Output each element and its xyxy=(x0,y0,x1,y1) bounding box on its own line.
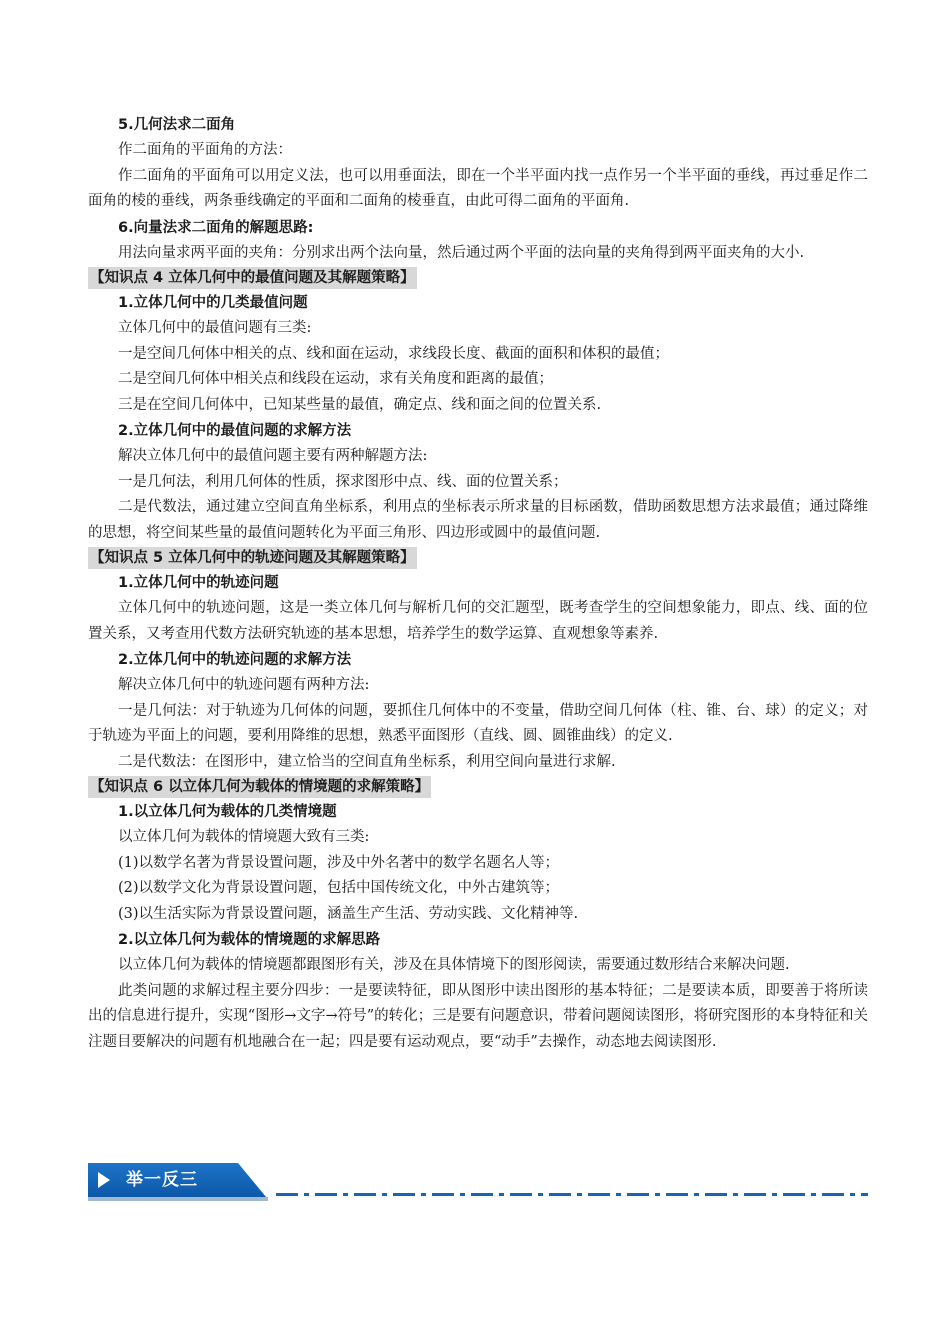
section-title-knowledge-5: 【知识点 5 立体几何中的轨迹问题及其解题策略】 xyxy=(88,547,417,569)
subheading: 2.以立体几何为载体的情境题的求解思路 xyxy=(118,932,381,948)
section-title-knowledge-6: 【知识点 6 以立体几何为载体的情境题的求解策略】 xyxy=(88,776,431,798)
banner-shadow xyxy=(88,1197,268,1201)
subheading: 2.立体几何中的轨迹问题的求解方法 xyxy=(118,652,352,668)
banner-title: 举一反三 xyxy=(126,1170,198,1190)
play-arrow-icon xyxy=(98,1172,110,1188)
subheading: 1.立体几何中的轨迹问题 xyxy=(118,575,279,591)
paragraph: 二是代数法：在图形中，建立恰当的空间直角坐标系，利用空间向量进行求解. xyxy=(118,753,616,770)
paragraph: 立体几何中的最值问题有三类: xyxy=(118,320,312,336)
subheading: 2.立体几何中的最值问题的求解方法 xyxy=(118,423,352,439)
practice-banner xyxy=(88,1163,868,1201)
heading-geometric-dihedral: 5.几何法求二面角 xyxy=(118,117,236,133)
paragraph: (3)以生活实际为背景设置问题，涵盖生产生活、劳动实践、文化精神等. xyxy=(118,905,579,922)
paragraph: 作二面角的平面角可以用定义法，也可以用垂面法，即在一个半平面内找一点作另一个半平面的垂线，再过垂足作二面角的棱的垂线，两条垂线确定的平面和二面角的棱垂直，由此可得二面角的平面角. xyxy=(88,167,868,209)
paragraph: (1)以数学名著为背景设置问题，涉及中外名著中的数学名题名人等； xyxy=(118,854,560,871)
paragraph: 以立体几何为载体的情境题大致有三类: xyxy=(118,829,370,845)
paragraph: 解决立体几何中的轨迹问题有两种方法: xyxy=(118,677,370,693)
subheading: 1.立体几何中的几类最值问题 xyxy=(118,295,308,311)
paragraph: 此类问题的求解过程主要分四步：一是要读特征，即从图形中读出图形的基本特征；二是要读本质，即要善于将所读出的信息进行提升，实现“图形→文字→符号”的转化；三是要有问题意识，带着问题阅读图形，将研究图形的本身特征和关注题目要解决的问题有机地融合在一起；四是要有运动观点，要“动手”去操作，动态地去阅读图形. xyxy=(88,982,868,1050)
paragraph: 三是在空间几何体中，已知某些量的最值，确定点、线和面之间的位置关系. xyxy=(118,396,602,413)
paragraph: (2)以数学文化为背景设置问题，包括中国传统文化，中外古建筑等； xyxy=(118,880,560,896)
paragraph: 立体几何中的轨迹问题，这是一类立体几何与解析几何的交汇题型，既考查学生的空间想象能力，即点、线、面的位置关系，又考查用代数方法研究轨迹的基本思想，培养学生的数学运算、直观想象等素养. xyxy=(88,600,868,642)
paragraph: 二是空间几何体中相关点和线段在运动，求有关角度和距离的最值； xyxy=(118,371,553,387)
dash-dot-divider xyxy=(276,1193,868,1196)
paragraph: 用法向量求两平面的夹角：分别求出两个法向量，然后通过两个平面的法向量的夹角得到两平面夹角的大小. xyxy=(118,244,805,261)
paragraph: 一是几何法：对于轨迹为几何体的问题，要抓住几何体中的不变量，借助空间几何体（柱、锥、台、球）的定义；对于轨迹为平面上的问题，要利用降维的思想，熟悉平面图形（直线、圆、圆锥曲线）的定义. xyxy=(88,702,868,744)
paragraph: 一是几何法，利用几何体的性质，探求图形中点、线、面的位置关系； xyxy=(118,473,568,490)
paragraph: 一是空间几何体中相关的点、线和面在运动，求线段长度、截面的面积和体积的最值； xyxy=(118,345,669,362)
heading-vector-dihedral: 6.向量法求二面角的解题思路: xyxy=(118,219,314,236)
subheading: 1.以立体几何为载体的几类情境题 xyxy=(118,804,337,820)
paragraph: 二是代数法，通过建立空间直角坐标系，利用点的坐标表示所求量的目标函数，借助函数思想方法求最值；通过降维的思想，将空间某些量的最值问题转化为平面三角形、四边形或圆中的最值问题. xyxy=(88,499,868,541)
paragraph: 解决立体几何中的最值问题主要有两种解题方法: xyxy=(118,448,428,464)
section-title-knowledge-4: 【知识点 4 立体几何中的最值问题及其解题策略】 xyxy=(88,267,417,289)
paragraph: 作二面角的平面角的方法： xyxy=(118,142,292,158)
paragraph: 以立体几何为载体的情境题都跟图形有关，涉及在具体情境下的图形阅读，需要通过数形结合来解决问题. xyxy=(118,957,790,973)
document-body xyxy=(88,112,868,1055)
